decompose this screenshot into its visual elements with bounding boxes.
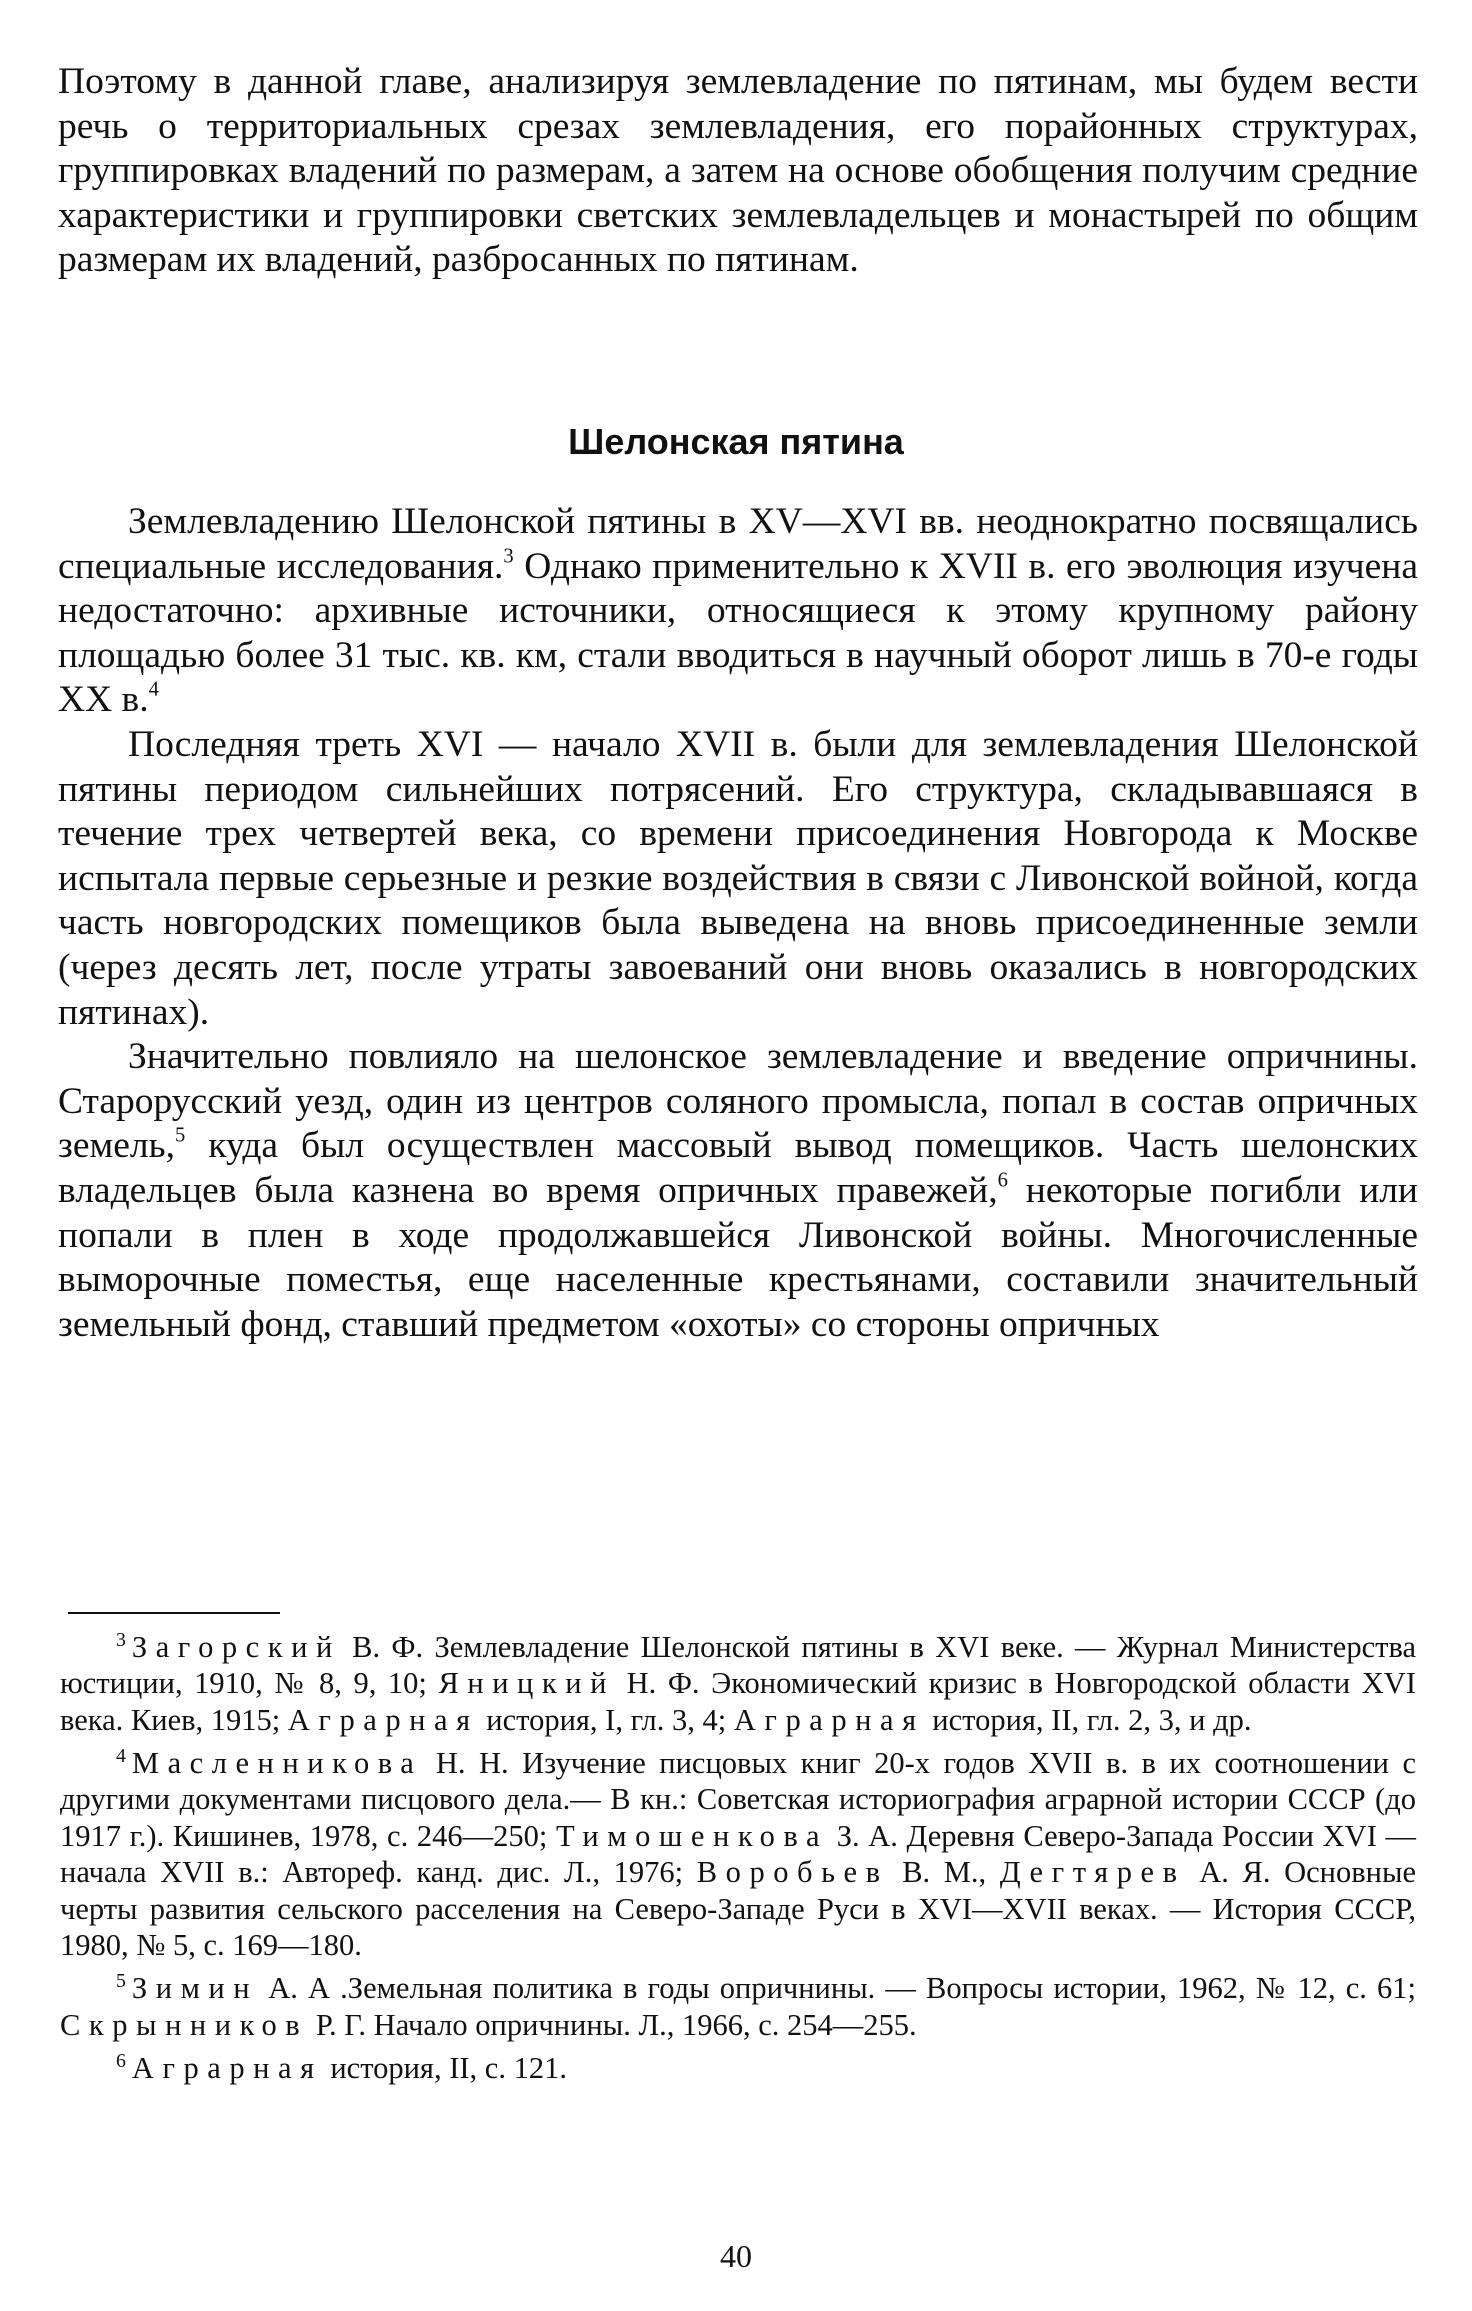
page-number: 40	[720, 2238, 752, 2274]
footnote-divider	[68, 1612, 280, 1614]
section-body	[58, 500, 1418, 1347]
footnote-ref-3: 3	[503, 545, 514, 568]
intro-paragraph	[58, 60, 1418, 283]
intro-text: Поэтому в данной главе, анализируя землевладение по пятинам, мы будем вести речь о территориальных срезах землевладения, его порайонных структурах, группировках владений по размерам, а затем на основе обобщения получим средние характеристики и группировки светских землевладельцев и монастырей по общим размерам их владений, разбросанных по пятинам.	[58, 61, 1418, 281]
paragraph-3: Значительно повлияло на шелонское землевладение и введение опричнины. Старорусский уезд, один из центров соляного промысла, попал в состав опричных земель,$^5$ куда был осуществлен массовый вывод помещиков. Часть шелонских владельцев была казнена во время опричных правежей,$^6$ некоторые погибли или попали в плен в ходе продолжавшейся Ливонской войны. Многочисленные выморочные поместья, еще населенные крестьянами, составили значительный земельный фонд, ставший предметом «охоты» со стороны опричных	[58, 1036, 1418, 1345]
footnotes	[60, 1622, 1416, 2086]
paragraph-1: Землевладению Шелонской пятины в XV—XVI вв. неоднократно посвящались специальные исследования.$^3$ Однако применительно к XVII в. его эволюция изучена недостаточно: архивные источники, относящиеся к этому крупному району площадью более 31 тыс. кв. км, стали вводиться в научный оборот лишь в 70-е годы XX в.$^4$	[58, 501, 1418, 721]
footnote-ref-4: 4	[148, 678, 159, 701]
footnote-ref-5: 5	[175, 1124, 186, 1147]
footnote-3: $^3$ Загорский В. Ф. Землевладение Шелонской пятины в XVI веке. — Журнал Министерства юстиции, 1910, № 8, 9, 10; Яницкий Н. Ф. Экономический кризис в Новгородской области XVI века. Киев, 1915; Аграрная история, I, гл. 3, 4; Аграрная история, II, гл. 2, 3, и др.	[60, 1629, 1416, 1737]
footnote-ref-6: 6	[997, 1169, 1008, 1192]
section-heading: Шелонская пятина	[568, 421, 904, 462]
footnote-4: $^4$ Масленникова Н. Н. Изучение писцовых книг 20-х годов XVII в. в их соотношении с другими документами писцового дела.— В кн.: Советская историография аграрной истории СССР (до 1917 г.). Кишинев, 1978, с. 246—250; Тимошенкова З. А. Деревня Северо-Запада России XVI — начала XVII в.: Автореф. канд. дис. Л., 1976; Воробьев В. М., Дегтярев А. Я. Основные черты развития сельского расселения на Северо-Западе Руси в XVI—XVII веках. — История СССР, 1980, № 5, с. 169—180.	[60, 1745, 1417, 1963]
paragraph-2: Последняя треть XVI — начало XVII в. были для землевладения Шелонской пятины периодом сильнейших потрясений. Его структура, складывавшаяся в течение трех четвертей века, со времени присоединения Новгорода к Москве испытала первые серьезные и резкие воздействия в связи с Ливонской войной, когда часть новгородских помещиков была выведена на вновь присоединенные земли (через десять лет, после утраты завоеваний они вновь оказались в новгородских пятинах).	[58, 723, 1418, 1033]
footnote-6: $^6$ Аграрная история, II, с. 121.	[116, 2050, 567, 2086]
footnote-5: $^5$ Зимин А. А .Земельная политика в годы опричнины. — Вопросы истории, 1962, № 12, с. 61; Скрынников Р. Г. Начало опричнины. Л., 1966, с. 254—255.	[60, 1970, 1416, 2042]
